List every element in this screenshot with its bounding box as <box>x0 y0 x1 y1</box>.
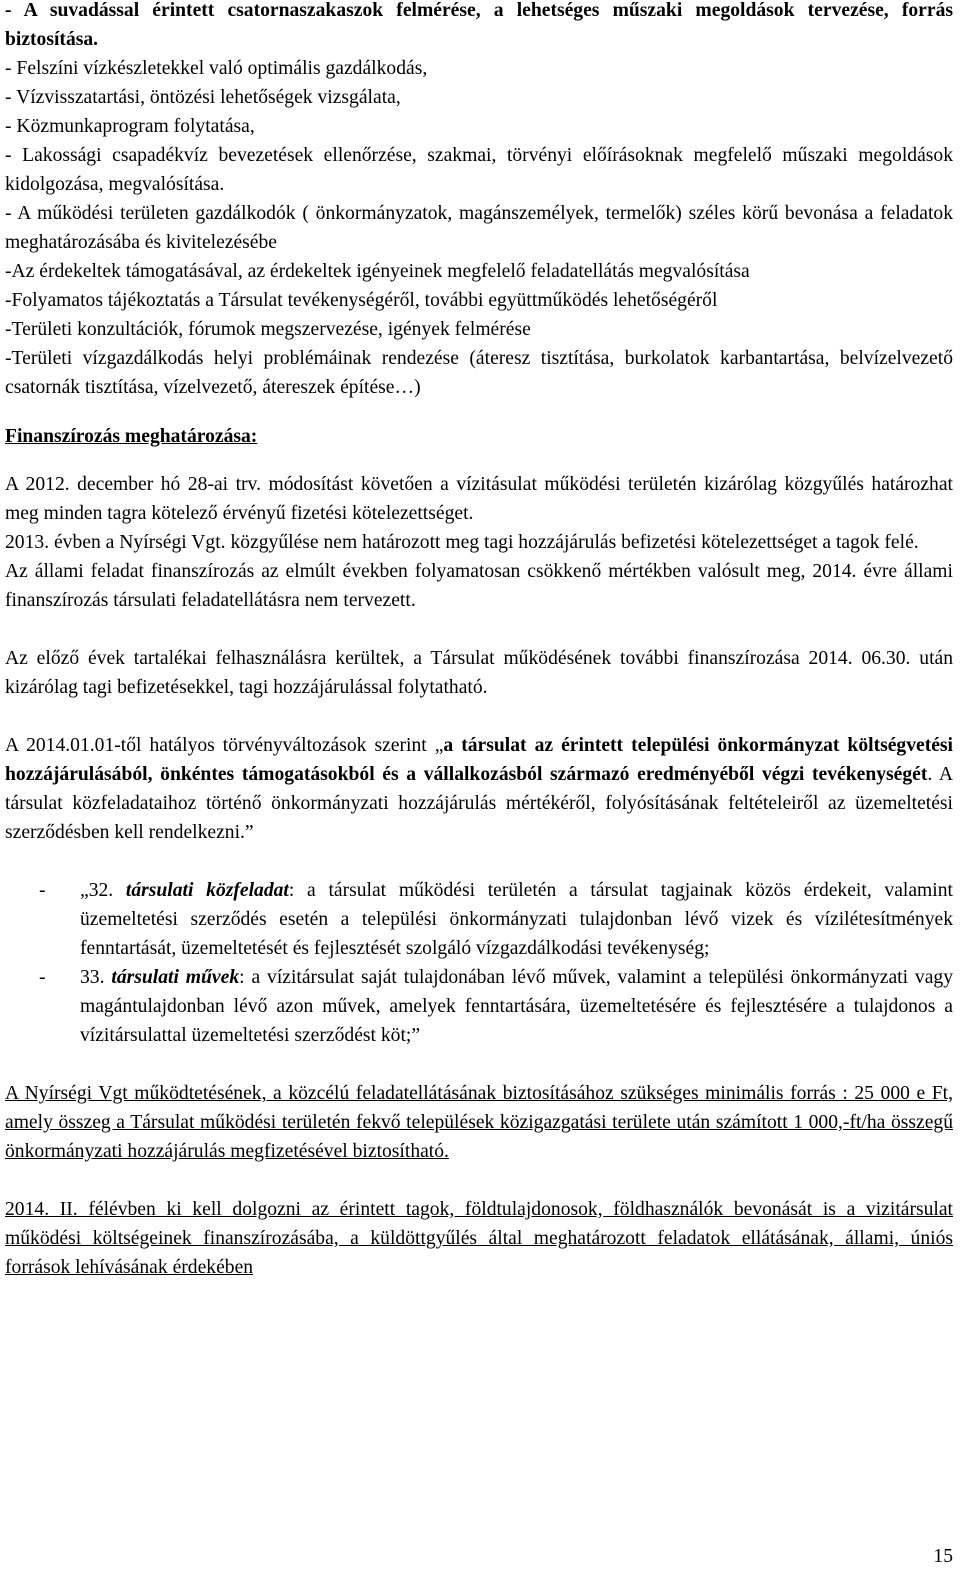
goal-item: - Közmunkaprogram folytatása, <box>5 116 255 137</box>
definition-term: társulati közfeladat <box>125 880 289 901</box>
goal-item: - Vízvisszatartási, öntözési lehetőségek vizsgálata, <box>5 87 401 108</box>
goal-item: -Az érdekeltek támogatásával, az érdekeltek igényeinek megfelelő feladatellátás megvalósítása <box>5 261 750 282</box>
reserves-paragraph: Az előző évek tartalékai felhasználásra kerültek, a Társulat működésének további finanszírozása 2014. 06.30. után kizárólag tagi befizetésekkel, tagi hozzájárulással folytatható. <box>5 648 953 698</box>
minimum-source-paragraph: A Nyírségi Vgt működtetésének, a közcélú feladatellátásának biztosításához szükséges minimális forrás : 25 000 e Ft, amely összeg a Társulat működési területén fekvő települések közigazgatási területe után számított 1 000,-ft/ha összegű önkormányzati hozzájárulás megfizetésével biztosítható. <box>5 1083 953 1162</box>
law-bold: a társulat az érintett települési önkormányzat költségvetési hozzájárulásából, önkéntes támogatásokból és a vállalkozásból származó eredményéből végzi tevékenységét <box>5 735 953 785</box>
goal-item: -Területi konzultációk, fórumok megszervezése, igények felmérése <box>5 319 531 340</box>
goals-list <box>5 0 953 402</box>
page-number: 15 <box>933 1546 953 1567</box>
law-tail: . A társulat közfeladataihoz történő önkormányzati hozzájárulás mértékéről, folyósításának feltételeiről az üzemeltetési szerződésben kell rendelkezni.” <box>5 764 953 843</box>
definition-list <box>5 876 953 1050</box>
list-dash: - <box>39 880 46 901</box>
goal-item: - A működési területen gazdálkodók ( önkormányzatok, magánszemélyek, termelők) széles körű bevonása a feladatok meghatározásába és kivitelezésébe <box>5 203 953 253</box>
definition-term: társulati művek <box>111 967 240 988</box>
goal-item: - Felszíni vízkészletekkel való optimális gazdálkodás, <box>5 58 428 79</box>
funding-block <box>5 470 953 615</box>
definition-item <box>5 963 953 1050</box>
law-paragraph <box>5 731 953 847</box>
definition-text: a társulat működési területén a társulat tagjainak közös érdekeit, valamint üzemeltetési szerződés esetén a települési önkormányzati tulajdonban lévő vizek és vízilétesítmények fenntartását, üzemeltetését és fejlesztését szolgáló vízgazdálkodási tevékenység; <box>80 880 953 959</box>
section-heading: Finanszírozás meghatározása: <box>5 426 258 447</box>
definition-number: 33. <box>80 967 105 988</box>
law-lead: A 2014.01.01-től hatályos törvényváltozások szerint „ <box>5 735 444 756</box>
goal-item: - Lakossági csapadékvíz bevezetések ellenőrzése, szakmai, törvényi előírásoknak megfelelő műszaki megoldások kidolgozása, megvalósítása. <box>5 145 953 195</box>
definition-colon: : <box>288 880 295 901</box>
definition-number: „32. <box>80 880 114 901</box>
document-page <box>5 0 953 1282</box>
goal-item: -Területi vízgazdálkodás helyi problémáinak rendezése (áteresz tisztítása, burkolatok karbantartása, belvízelvezető csatornák tisztítása, vízelvezető, átereszek építése…) <box>5 348 953 398</box>
definition-item <box>5 876 953 963</box>
final-paragraph: 2014. II. félévben ki kell dolgozni az érintett tagok, földtulajdonosok, földhasználók bevonását is a vizitársulat működési költségeinek finanszírozásába, a küldöttgyűlés által meghatározott feladatok ellátásának, állami, úniós források lehívásának érdekében <box>5 1199 953 1278</box>
funding-paragraph: A 2012. december hó 28-ai trv. módosítást követően a vízitásulat működési területén kizárólag közgyűlés határozhat meg minden tagra kötelező érvényű fizetési kötelezettséget. <box>5 474 953 524</box>
definition-text: a vízitársulat saját tulajdonában lévő művek, valamint a települési önkormányzati vagy magántulajdonban lévő azon művek, amelyek fenntartására, üzemeltetésére és fejlesztésére a tulajdonos a vízitársulattal üzemeltetési szerződést köt;” <box>80 967 954 1046</box>
funding-paragraph: Az állami feladat finanszírozás az elmúlt években folyamatosan csökkenő mértékben valósult meg, 2014. évre állami finanszírozás társulati feladatellátásra nem tervezett. <box>5 561 953 611</box>
funding-paragraph: 2013. évben a Nyírségi Vgt. közgyűlése nem határozott meg tagi hozzájárulás befizetési kötelezettséget a tagok felé. <box>5 532 919 553</box>
goal-item: - A suvadással érintett csatornaszakaszok felmérése, a lehetséges műszaki megoldások tervezése, forrás biztosítása. <box>5 0 953 50</box>
goal-item: -Folyamatos tájékoztatás a Társulat tevékenységéről, további együttműködés lehetőségéről <box>5 290 718 311</box>
list-dash: - <box>39 967 46 988</box>
definition-colon: : <box>239 967 245 988</box>
